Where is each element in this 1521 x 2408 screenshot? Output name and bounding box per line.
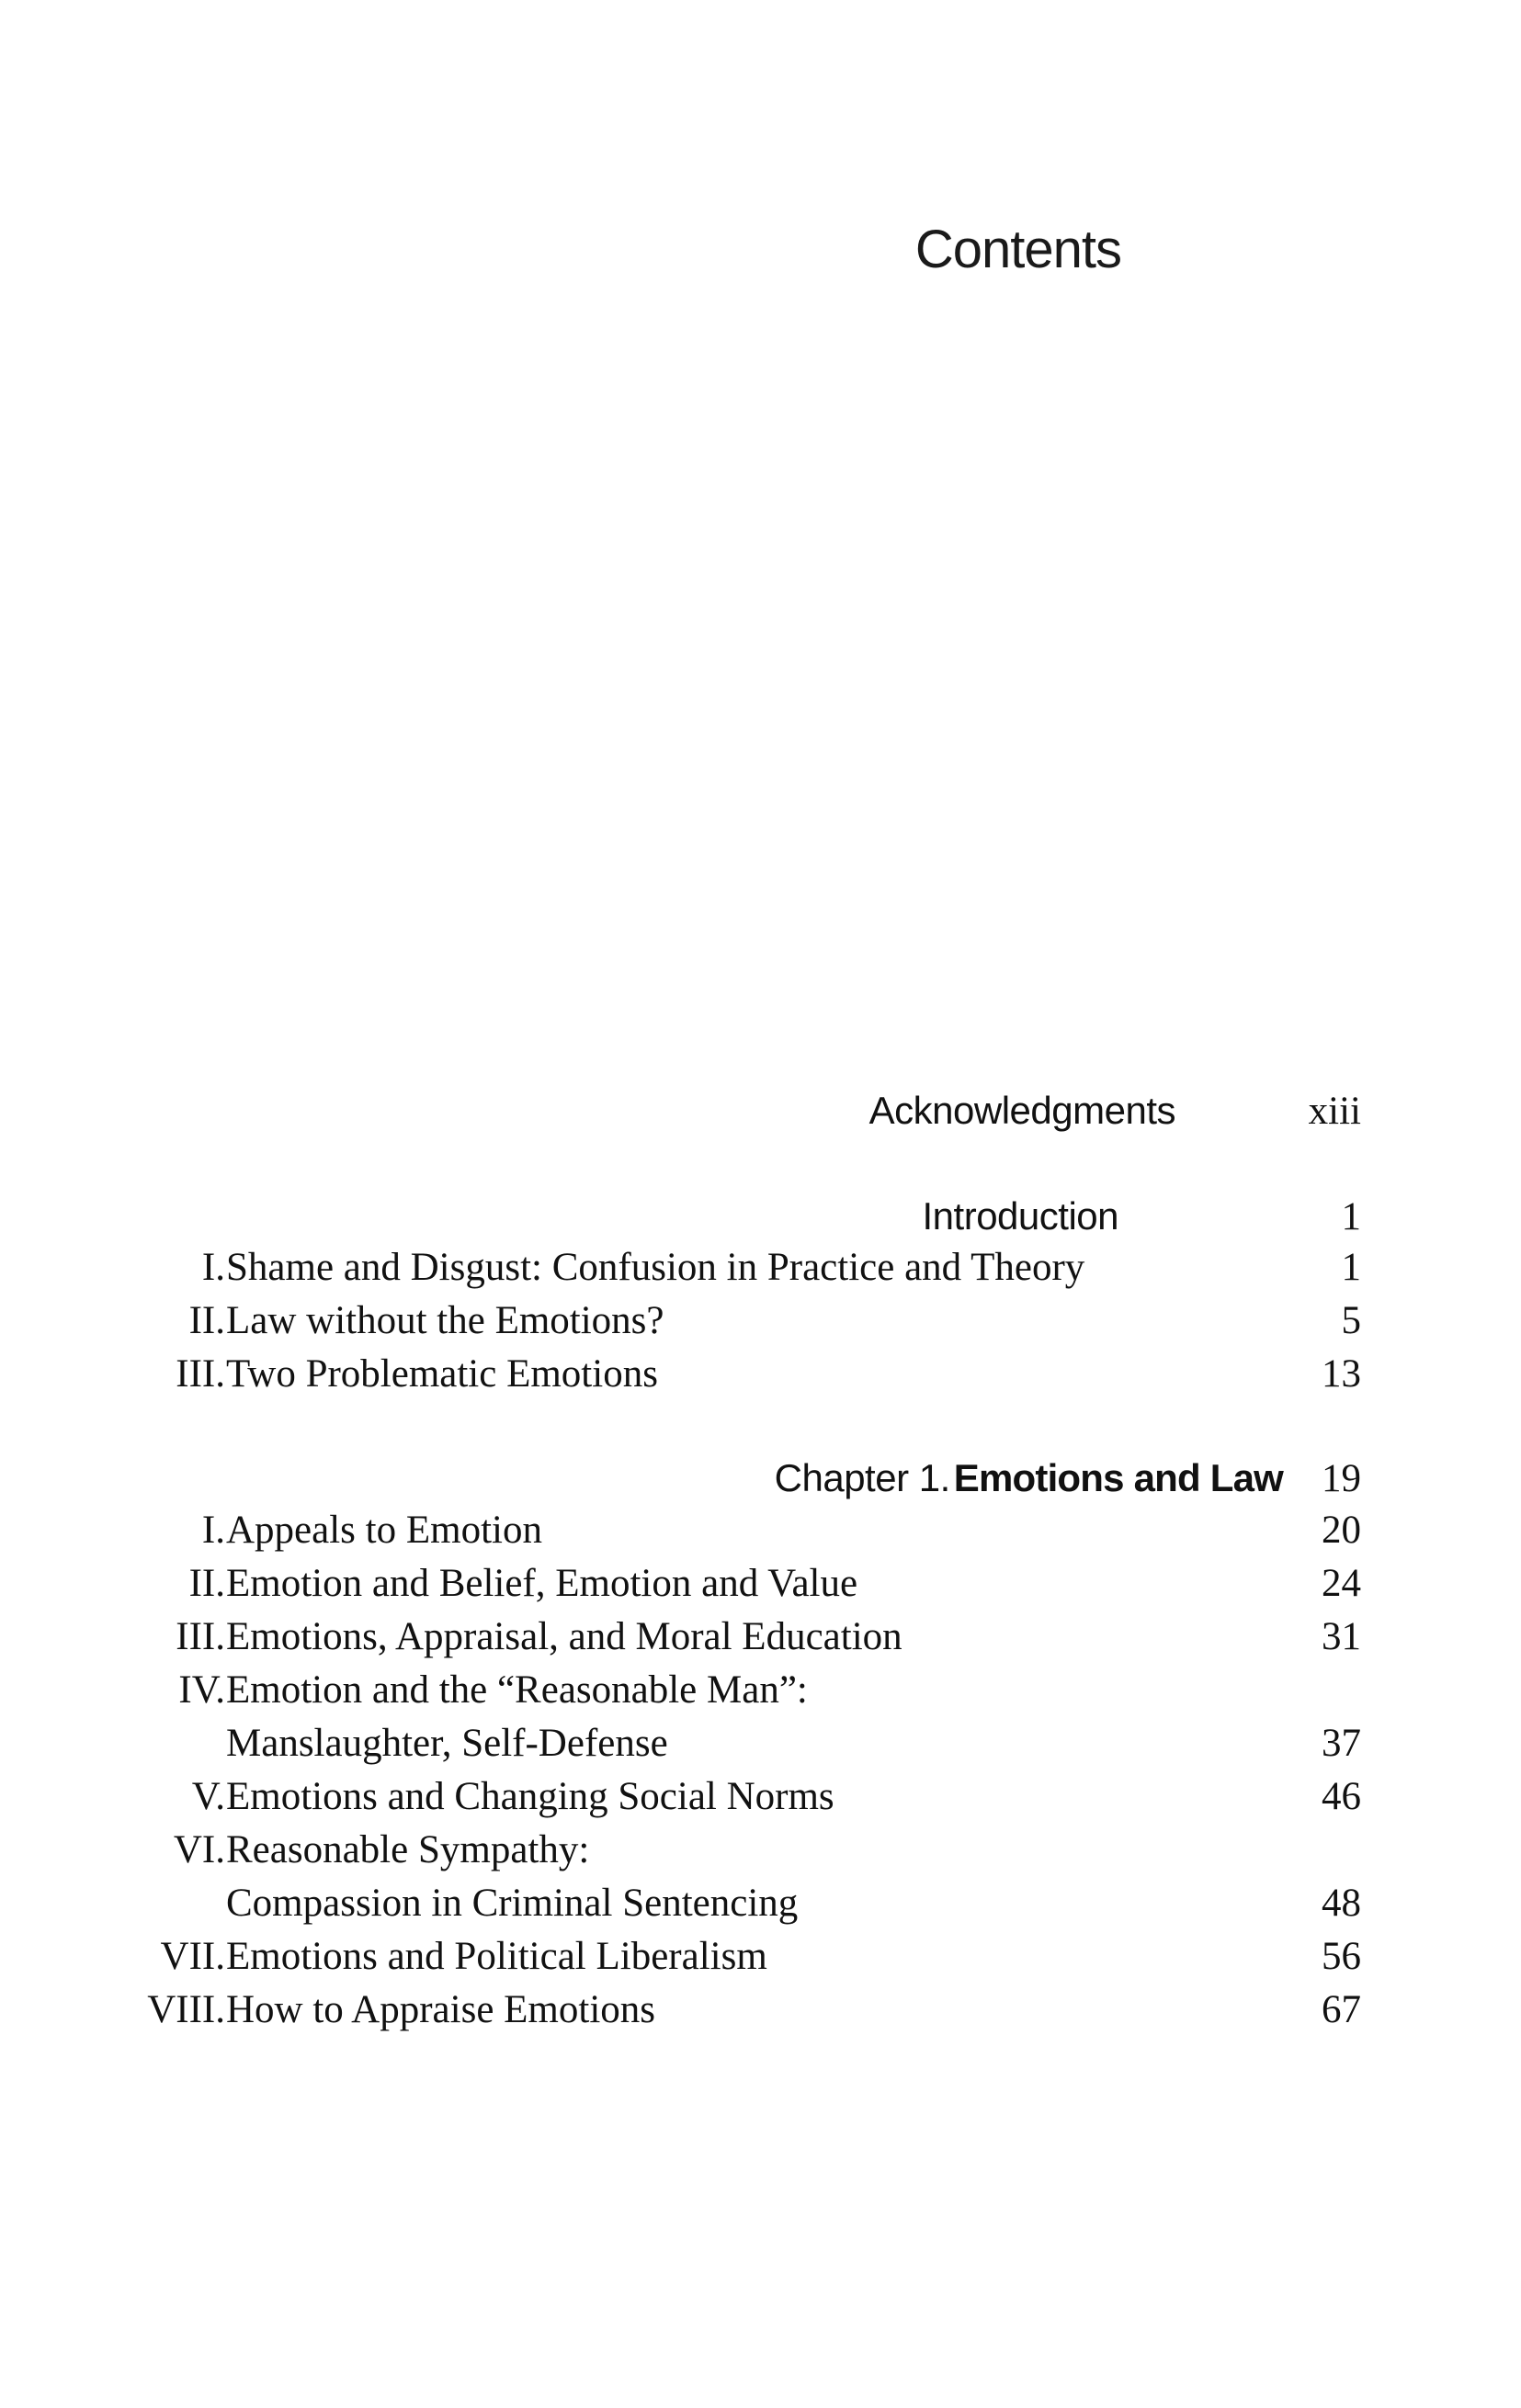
section-number: VIII. [147,1988,225,2031]
toc-entry-acknowledgments[interactable] [0,1089,1521,1142]
toc-section[interactable] [0,1614,1521,1668]
toc-entry-introduction[interactable] [0,1194,1521,1248]
toc-page-number: 20 [1322,1509,1361,1552]
toc-page-number: 56 [1322,1935,1361,1978]
toc-section[interactable] [0,1827,1521,1881]
chapter-prefix: Chapter 1. [774,1456,950,1499]
section-label: Reasonable Sympathy: [226,1828,590,1871]
section-number: I. [201,1509,225,1552]
toc-page-number: 37 [1322,1722,1361,1765]
toc-heading-label: Acknowledgments [868,1089,1175,1132]
section-label: Emotions and Political Liberalism [226,1935,767,1978]
section-number: I. [201,1246,225,1289]
toc-page-number: 46 [1322,1775,1361,1818]
section-label: How to Appraise Emotions [226,1988,655,2031]
section-label: Two Problematic Emotions [226,1352,658,1396]
section-number: VI. [173,1828,225,1871]
toc-section[interactable] [0,1987,1521,2041]
section-number: III. [176,1352,225,1396]
section-label: Emotion and Belief, Emotion and Value [226,1562,858,1605]
toc-page-number: 1 [1341,1195,1361,1238]
toc-page-number: 1 [1341,1246,1361,1289]
toc-section[interactable] [0,1298,1521,1351]
toc-page-number: xiii [1308,1090,1361,1133]
section-number: V. [191,1775,225,1818]
page-title: Contents [914,220,1121,279]
chapter-heading [775,1456,1283,1500]
section-label-continued: Manslaughter, Self-Defense [226,1722,668,1765]
toc-heading-label: Introduction [922,1194,1118,1238]
section-number: IV. [178,1668,225,1712]
toc-page-number: 67 [1322,1988,1361,2031]
toc-page-number: 48 [1322,1882,1361,1925]
toc-section-continuation[interactable] [0,1721,1521,1774]
toc-page-number: 13 [1322,1352,1361,1396]
toc-section[interactable] [0,1508,1521,1561]
toc-section[interactable] [0,1561,1521,1614]
toc-section[interactable] [0,1774,1521,1827]
toc-page-number: 19 [1322,1457,1361,1500]
toc-page-number: 24 [1322,1562,1361,1605]
toc-section[interactable] [0,1245,1521,1298]
section-label: Emotions and Changing Social Norms [226,1775,834,1818]
section-label: Emotion and the “Reasonable Man”: [226,1668,808,1712]
section-label: Law without the Emotions? [226,1299,664,1342]
section-number: III. [176,1615,225,1658]
toc-section[interactable] [0,1351,1521,1405]
toc-section[interactable] [0,1668,1521,1721]
section-label: Appeals to Emotion [226,1509,542,1552]
toc-page-number: 5 [1341,1299,1361,1342]
section-label: Emotions, Appraisal, and Moral Education [226,1615,902,1658]
toc-page-number: 31 [1322,1615,1361,1658]
toc-entry-chapter-1[interactable] [0,1456,1521,1509]
toc-section[interactable] [0,1934,1521,1987]
toc-section-continuation[interactable] [0,1881,1521,1934]
chapter-title: Emotions and Law [953,1456,1283,1499]
section-label: Shame and Disgust: Confusion in Practice and Theory [226,1246,1085,1289]
section-number: VII. [160,1935,225,1978]
section-label-continued: Compassion in Criminal Sentencing [226,1882,799,1925]
section-number: II. [188,1299,225,1342]
section-number: II. [188,1562,225,1605]
